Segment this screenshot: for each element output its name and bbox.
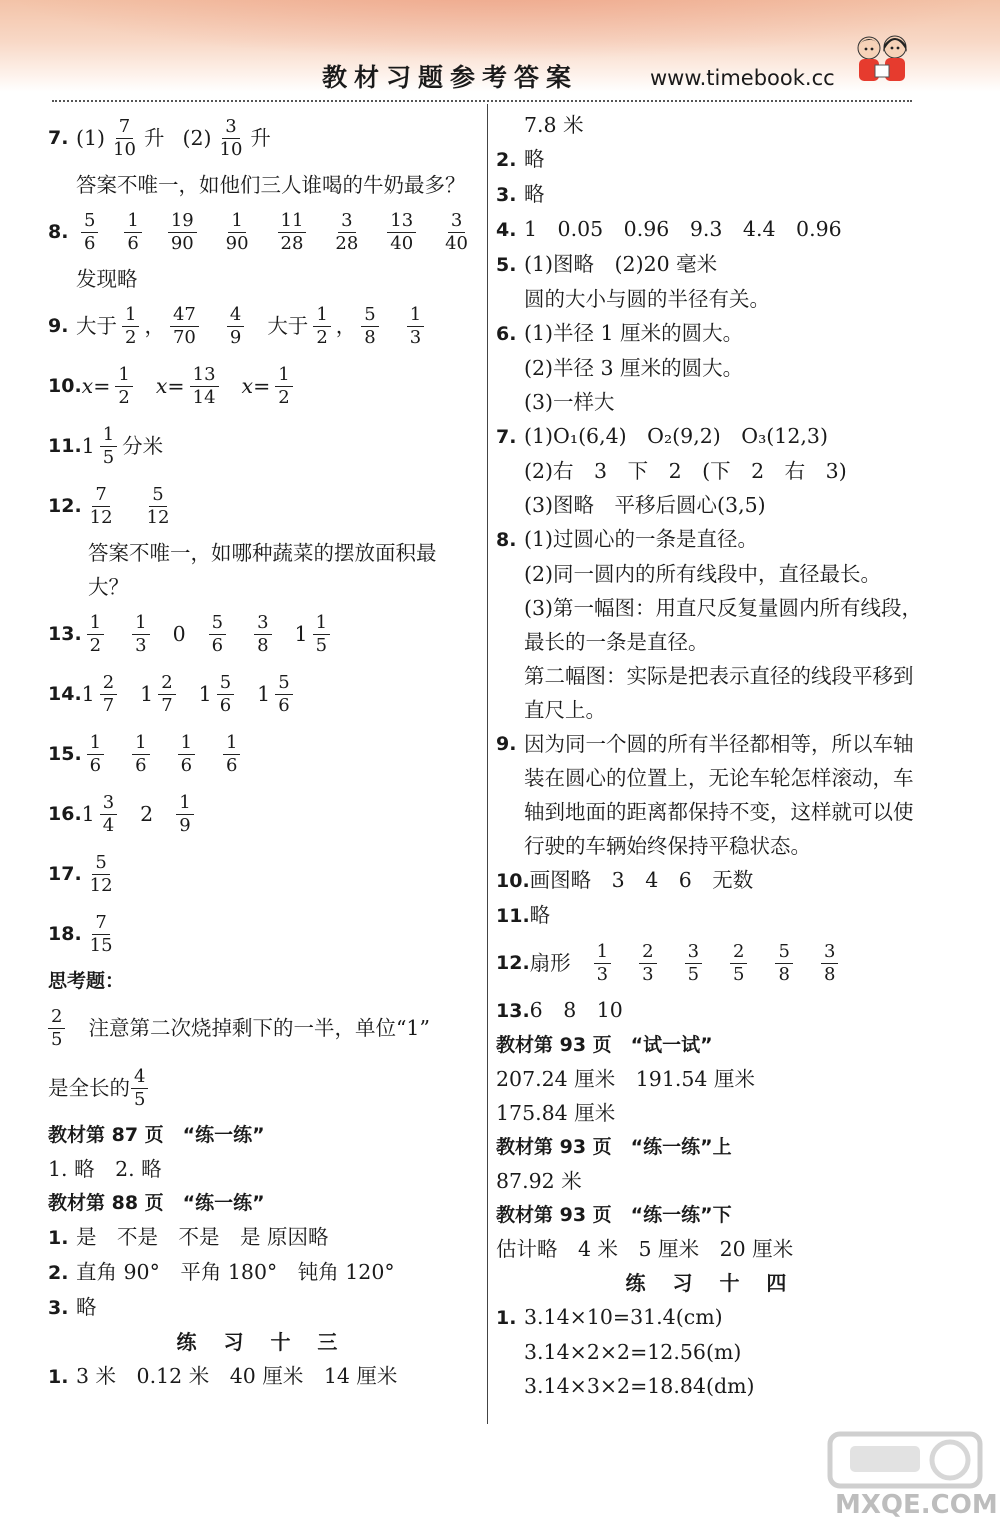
answer-r4: 4. 1 0.05 0.96 9.3 4.4 0.96: [496, 217, 842, 241]
answer-16: 16. 1 $\frac{3}{4}$ 2 $\frac{1}{9}$: [48, 784, 476, 844]
answer-r8: 8. (1)过圆心的一条是直径。: [496, 527, 759, 551]
section-p93-practice-a: 教材第 93 页 “练一练”上: [496, 1136, 732, 1158]
exercise-14-heading: 练 习 十 四: [625, 1271, 797, 1295]
answer-8: 8. $\frac{5}{6}$ $\frac{1}{6}$ $\frac{19}{90}$ $\frac{1}{90}$ $\frac{11}{28}$ $\frac{3}{28}$ $\frac{13}{40}$ $\frac{3}{40}$: [48, 209, 469, 254]
section-p87: 教材第 87 页 “练一练”: [48, 1124, 265, 1146]
right-column: [496, 108, 926, 1403]
answer-7: 7. (1) $\frac{7}{10}$ 升 (2) $\frac{3}{10}$ 升: [48, 115, 271, 160]
answer-11: 11. 1 $\frac{1}{5}$ 分米: [48, 423, 164, 468]
answer-14: 14. 1 $\frac{2}{7}$ 1 $\frac{2}{7}$ 1 $\frac{5}{6}$ 1 $\frac{5}{6}$: [48, 664, 476, 724]
p93-try-1: 207.24 厘米 191.54 厘米: [496, 1067, 755, 1091]
answer-r9: 9. 因为同一个圆的所有半径都相等，所以车轴装在圆心的位置上，无论车轮怎样滚动，车轴到地面的距离都保持不变，这样就可以使行驶的车辆始终保持平稳状态。: [496, 732, 914, 858]
kids-mascot-icon: [845, 30, 920, 95]
exercise-14-answer-1b: 3.14×2×2=12.56(m): [524, 1340, 742, 1364]
answer-r6-c: (3)一样大: [524, 390, 615, 414]
header-divider: [52, 100, 912, 102]
p87-answers: 1. 略 2. 略: [48, 1157, 162, 1181]
section-p93-practice-b: 教材第 93 页 “练一练”下: [496, 1204, 732, 1226]
answer-12-note: 答案不唯一，如哪种蔬菜的摆放面积最大？: [88, 541, 437, 599]
thinking-answer: $\frac{2}{5}$ 注意第二次烧掉剩下的一半，单位“1”: [48, 998, 476, 1058]
answer-9: 9. 大于 $\frac{1}{2}$ ， $\frac{47}{70}$ $\frac{4}{9}$ 大于 $\frac{1}{2}$ ， $\frac{5}{8}$ $\frac{1}{3}$: [48, 296, 476, 356]
p88-answer-3: 3. 略: [48, 1295, 97, 1319]
exercise-14-answer-1: 1. 3.14×10=31.4(cm): [496, 1305, 723, 1329]
answer-r8-d: 第二幅图：实际是把表示直径的线段平移到直尺上。: [524, 664, 914, 722]
column-divider: [487, 104, 488, 1424]
p88-answer-1: 1. 是 不是 不是 是 原因略: [48, 1225, 329, 1249]
fraction: $\frac{3}{10}$: [219, 115, 243, 160]
answer-r8-c: (3)第一幅图：用直尺反复量圆内所有线段，最长的一条是直径。: [524, 596, 923, 654]
answer-r7-b: (2)右 3 下 2 (下 2 右 3): [524, 459, 847, 483]
thinking-heading: 思考题：: [48, 970, 125, 992]
answer-r7: 7. (1)O₁(6,4) O₂(9,2) O₃(12,3): [496, 424, 828, 448]
section-p88: 教材第 88 页 “练一练”: [48, 1192, 265, 1214]
answer-r7-c: (3)图略 平移后圆心(3,5): [524, 493, 766, 517]
left-column: [48, 108, 476, 1394]
fraction: $\frac{7}{10}$: [113, 115, 136, 160]
answer-12: 12. $\frac{7}{12}$ $\frac{5}{12}$: [48, 483, 170, 528]
answer-r12: 12. 扇形 $\frac{1}{3}$ $\frac{2}{3}$ $\frac{3}{5}$ $\frac{2}{5}$ $\frac{5}{8}$ $\frac{3}{8}$: [496, 933, 926, 993]
thinking-answer-cont: 是全长的 $\frac{4}{5}$: [48, 1058, 476, 1118]
answer-r10: 10.画图略 3 4 6 无数: [496, 868, 754, 892]
p93-practice-b-1: 估计略 4 米 5 厘米 20 厘米: [496, 1237, 794, 1261]
answer-r6: 6. (1)半径 1 厘米的圆大。: [496, 321, 744, 345]
answer-8-note: 发现略: [76, 267, 138, 291]
answer-r13: 13.6 8 10: [496, 998, 623, 1022]
p88-answer-2: 2. 直角 90° 平角 180° 钝角 120°: [48, 1260, 395, 1284]
p93-practice-a-1: 87.92 米: [496, 1169, 582, 1193]
page-title: 教材习题参考答案: [321, 63, 578, 92]
site-url[interactable]: www.timebook.cc: [650, 66, 835, 90]
p93-try-2: 175.84 厘米: [496, 1101, 616, 1125]
answer-r8-b: (2)同一圆内的所有线段中，直径最长。: [524, 562, 882, 586]
exercise-13-answer-1: 1. 3 米 0.12 米 40 厘米 14 厘米: [48, 1364, 398, 1388]
answer-r11: 11.略: [496, 903, 551, 927]
answer-13: 13. $\frac{1}{2}$ $\frac{1}{3}$ 0 $\frac{5}{6}$ $\frac{3}{8}$ 1 $\frac{1}{5}$: [48, 604, 476, 664]
answer-r3: 3. 略: [496, 182, 545, 206]
answer-r6-b: (2)半径 3 厘米的圆大。: [524, 356, 744, 380]
answer-1-cont: 7.8 米: [524, 113, 584, 137]
watermark-text: MXQE.COM: [835, 1490, 998, 1520]
answer-17: 17. $\frac{5}{12}$: [48, 851, 113, 896]
answer-18: 18. $\frac{7}{15}$: [48, 911, 113, 956]
exercise-13-heading: 练 习 十 三: [176, 1330, 348, 1354]
exercise-14-answer-1c: 3.14×3×2=18.84(dm): [524, 1374, 755, 1398]
answer-7-note: 答案不唯一，如他们三人谁喝的牛奶最多？: [76, 173, 466, 197]
answer-r5-note: 圆的大小与圆的半径有关。: [524, 287, 770, 311]
answer-15: 15. $\frac{1}{6}$ $\frac{1}{6}$ $\frac{1}{6}$ $\frac{1}{6}$: [48, 724, 476, 784]
section-p93-try: 教材第 93 页 “试一试”: [496, 1034, 713, 1056]
answer-10: 10. x= $\frac{1}{2}$ x= $\frac{13}{14}$ x= $\frac{1}{2}$: [48, 356, 476, 416]
answer-r2: 2. 略: [496, 147, 545, 171]
answer-r5: 5. (1)图略 (2)20 毫米: [496, 252, 718, 276]
